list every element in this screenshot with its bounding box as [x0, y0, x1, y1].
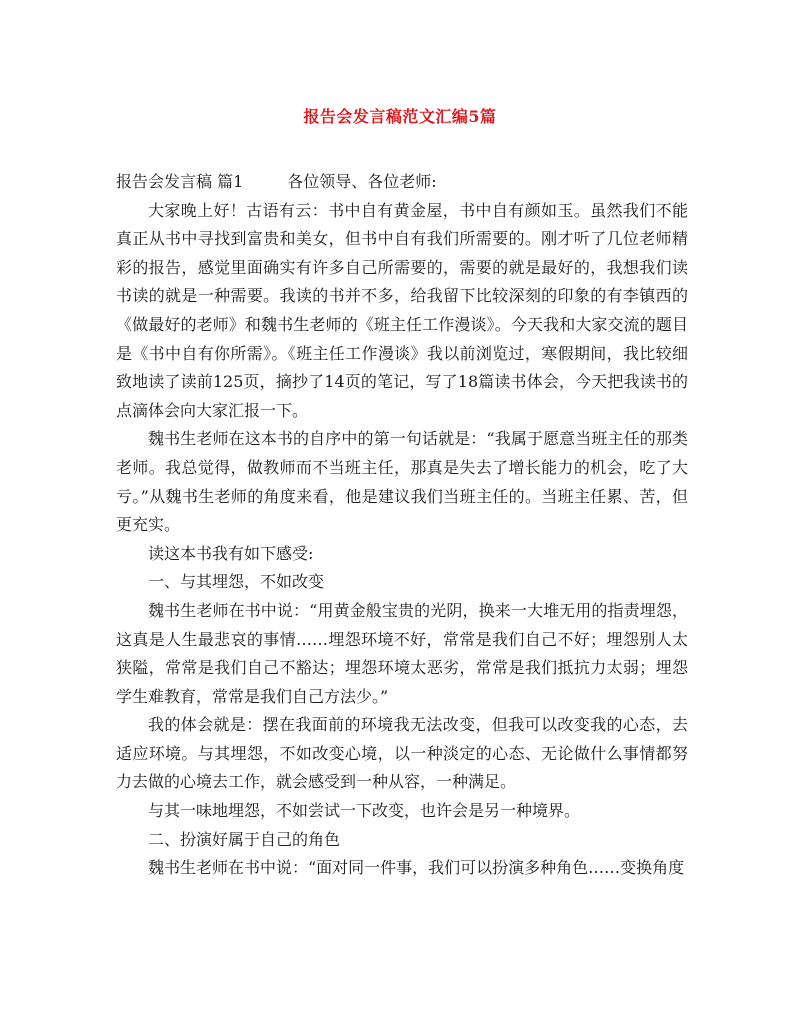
subheading: 二、扮演好属于自己的角色	[148, 829, 341, 849]
paragraph: 魏书生老师在书中说：“面对同一件事，我们可以扮演多种角色……变换角度	[148, 858, 685, 878]
paragraph: 魏书生老师在这本书的自序中的第一句话就是：“我属于愿意当班主任的那类老师。我总觉得，做教师而不当班主任，那真是失去了增长能力的机会，吃了大亏。”从魏书生老师的角度来看，他是建议我们当班主任的。当班主任累、苦，但更充实。	[116, 429, 688, 535]
paragraph: 大家晚上好！古语有云：书中自有黄金屋，书中自有颜如玉。虽然我们不能真正从书中寻找到富贵和美女，但书中自有我们所需要的。刚才听了几位老师精彩的报告，感觉里面确实有许多自己所需要的，需要的就是最好的，我想我们读书读的就是一种需要。我读的书并不多，给我留下比较深刻的印象的有李镇西的《做最好的老师》和魏书生老师的《班主任工作漫谈》。今天我和大家交流的题目是《书中自有你所需》。《班主任工作漫谈》我以前浏览过，寒假期间，我比较细致地读了读前125页，摘抄了14页的笔记，写了18篇读书体会，今天把我读书的点滴体会向大家汇报一下。	[116, 200, 688, 420]
section-heading-line	[116, 168, 688, 197]
section-label: 报告会发言稿 篇1	[116, 172, 244, 191]
document-body	[116, 168, 688, 883]
subheading: 一、与其埋怨，不如改变	[148, 572, 325, 592]
document-title: 报告会发言稿范文汇编5篇	[303, 107, 497, 126]
paragraph: 与其一味地埋怨，不如尝试一下改变，也许会是另一种境界。	[148, 801, 581, 821]
paragraph: 读这本书我有如下感受:	[148, 543, 314, 563]
paragraph: 魏书生老师在书中说：“用黄金般宝贵的光阴，换来一大堆无用的指责埋怨，这真是人生最悲哀的事情……埋怨环境不好，常常是我们自己不好；埋怨别人太狭隘，常常是我们自己不豁达；埋怨环境太恶劣，常常是我们抵抗力太弱；埋怨学生难教育，常常是我们自己方法少。”	[116, 600, 688, 706]
paragraph: 我的体会就是：摆在我面前的环境我无法改变，但我可以改变我的心态，去适应环境。与其埋怨，不如改变心境，以一种淡定的心态、无论做什么事情都努力去做的心境去工作，就会感受到一种从容，一种满足。	[116, 715, 688, 792]
salutation: 各位领导、各位老师:	[287, 172, 437, 191]
